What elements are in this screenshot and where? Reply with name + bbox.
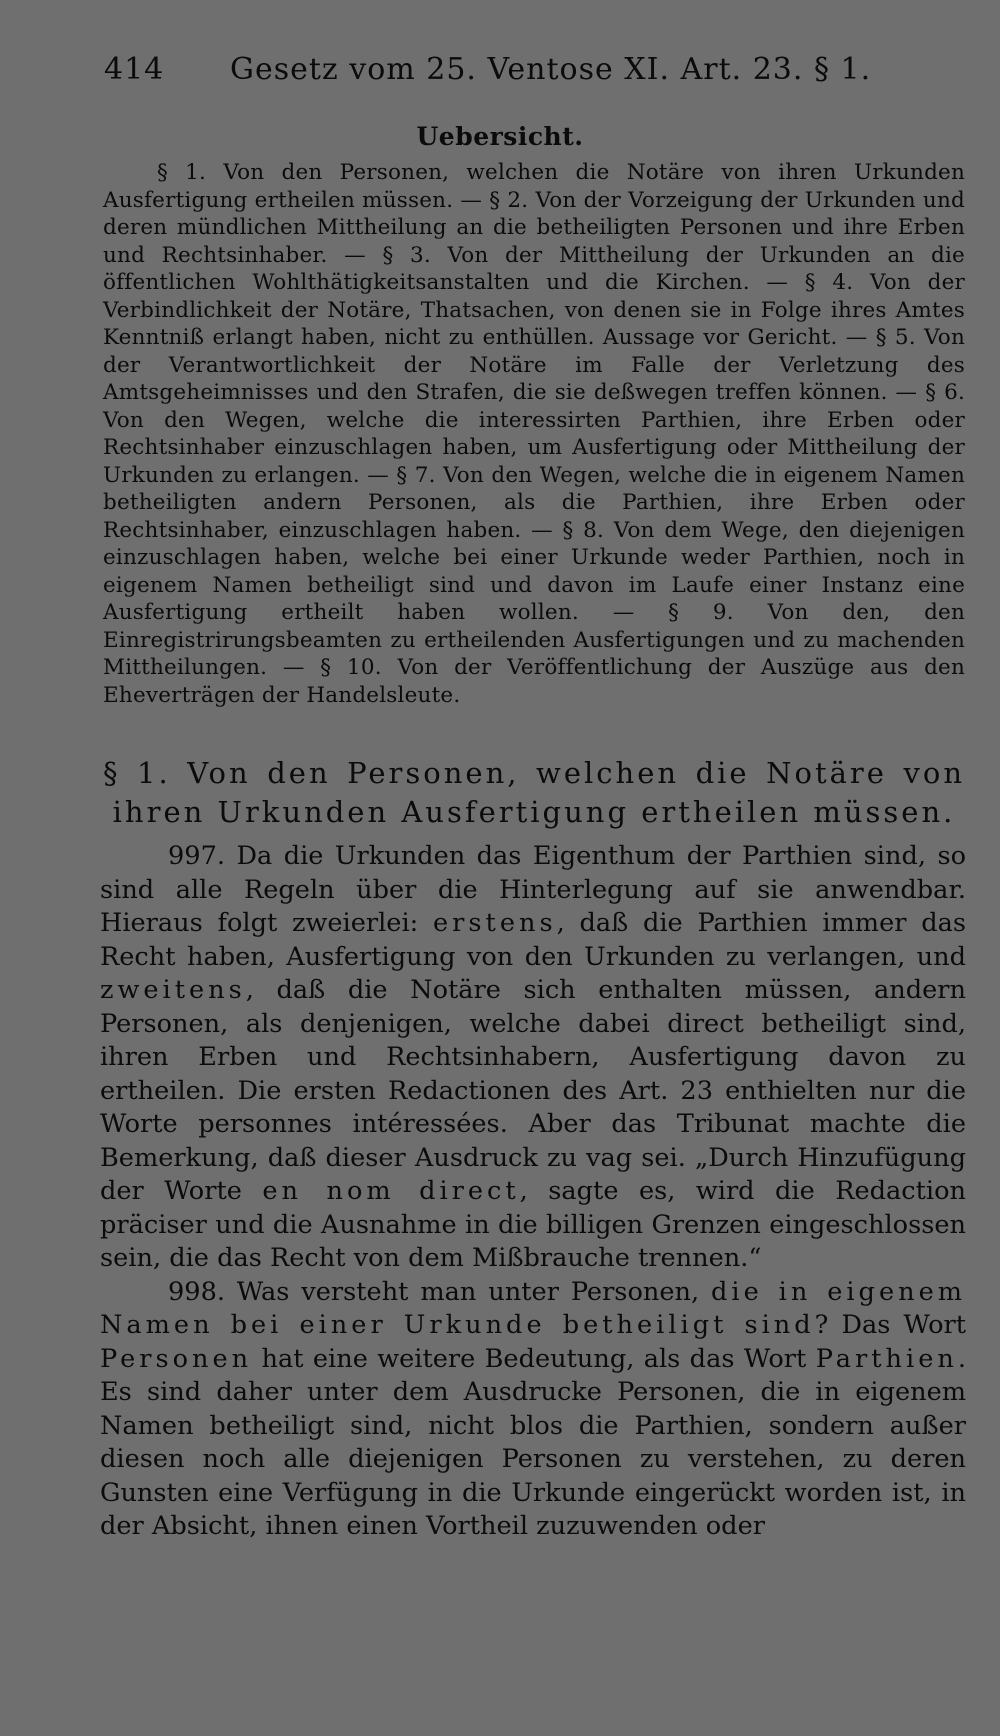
- french-quote: en nom direct: [262, 1176, 520, 1206]
- text-run: hat eine weitere Bedeutung, als das Wort: [252, 1343, 816, 1374]
- section-heading: § 1. Von den Personen, welchen die Notäre von ihren Urkunden Ausfertigung ertheilen müssen.: [103, 756, 965, 829]
- text-run: ? Das Wort: [814, 1310, 966, 1340]
- text-run: 997. Da die Urkunden das Eigenthum der Parthien sind, so sind alle Regeln über die Hinterlegung auf sie anwendbar. Hieraus folgt zweierlei:: [100, 841, 966, 938]
- overview-title: Uebersicht.: [416, 122, 584, 151]
- emphasis-text: Parthien: [815, 1343, 958, 1374]
- emphasis-text: erstens: [433, 908, 557, 938]
- page-number: 414: [104, 52, 165, 87]
- emphasis-text: zweitens: [100, 975, 246, 1005]
- running-title: Gesetz vom 25. Ventose XI. Art. 23. § 1.: [230, 52, 872, 87]
- paragraph-998: [100, 1276, 966, 1544]
- french-quote: personnes intéressées: [198, 1109, 500, 1139]
- paragraph-997: [100, 840, 966, 1276]
- text-run: . Es sind daher unter dem Ausdrucke Personen, die in eigenem Namen betheiligt sind, nicht blos die Parthien, sondern außer diesen noch alle diejenigen Personen zu verstehen, zu deren Gunsten eine Verfügung in die Urkunde eingerückt worden ist, in der Absicht, ihnen einen Vortheil zuzuwenden oder: [100, 1343, 966, 1541]
- text-run: , sagte es, wird die Redaction präciser und die Ausnahme in die billigen Grenzen eingeschlossen sein, die das Recht von dem Mißbrauche trennen.“: [100, 1176, 966, 1273]
- text-run: . Aber das Tribunat machte die Bemerkung, daß dieser Ausdruck zu vag sei. „Durch Hinzufügung der Worte: [100, 1109, 966, 1206]
- text-run: , daß die Parthien immer das Recht haben, Ausfertigung von den Urkunden zu verlangen, und: [100, 908, 966, 972]
- emphasis-text: die in eigenem Namen bei einer Urkunde betheiligt sind: [100, 1276, 966, 1340]
- overview-summary: § 1. Von den Personen, welchen die Notäre von ihren Urkunden Ausfertigung ertheilen müssen. — § 2. Von der Vorzeigung der Urkunden und deren mündlichen Mittheilung an die betheiligten Personen und ihre Erben und Rechtsinhaber. — § 3. Von der Mittheilung der Urkunden an die öffentlichen Wohlthätigkeitsanstalten und die Kirchen. — § 4. Von der Verbindlichkeit der Notäre, Thatsachen, von denen sie in Folge ihres Amtes Kenntniß erlangt haben, nicht zu enthüllen. Aussage vor Gericht. — § 5. Von der Verantwortlichkeit der Notäre im Falle der Verletzung des Amtsgeheimnisses und den Strafen, die sie deßwegen treffen können. — § 6. Von den Wegen, welche die interessirten Parthien, ihre Erben oder Rechtsinhaber einzuschlagen haben, um Ausfertigung oder Mittheilung der Urkunden zu erlangen. — § 7. Von den Wegen, welche die in eigenem Namen betheiligten andern Personen, als die Parthien, ihre Erben oder Rechtsinhaber, einzuschlagen haben. — § 8. Von dem Wege, den diejenigen einzuschlagen haben, welche bei einer Urkunde weder Parthien, noch in eigenem Namen betheiligt sind und davon im Laufe einer Instanz eine Ausfertigung ertheilt haben wollen. — § 9. Von den, den Einregistrirungsbeamten zu ertheilenden Ausfertigungen und zu machenden Mittheilungen. — § 10. Von der Veröffentlichung der Auszüge aus den Eheverträgen der Handelsleute.: [103, 160, 965, 708]
- page-header: [104, 52, 894, 87]
- emphasis-text: Personen: [100, 1343, 253, 1374]
- text-run: 998. Was versteht man unter Personen,: [168, 1276, 712, 1307]
- body-text: [100, 840, 966, 1544]
- text-run: , daß die Notäre sich enthalten müssen, andern Personen, als denjenigen, welche dabei direct betheiligt sind, ihren Erben und Rechtsinhabern, Ausfertigung davon zu ertheilen. Die ersten Redactionen des Art. 23 enthielten nur die Worte: [100, 975, 966, 1139]
